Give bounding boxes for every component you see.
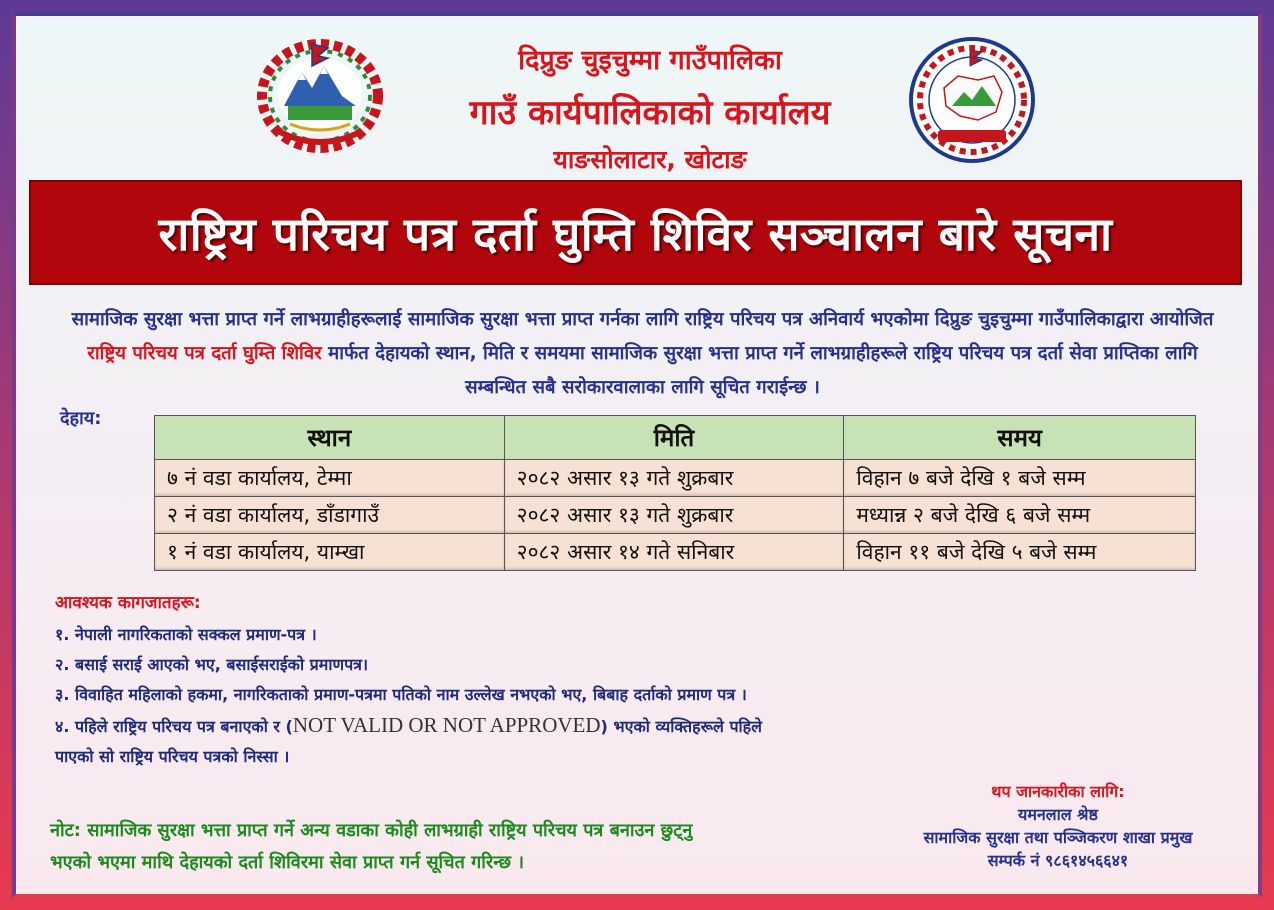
note-line1: नोट: सामाजिक सुरक्षा भत्ता प्राप्त गर्ने अन्य वडाका कोही लाभग्राही राष्ट्रिय परिचय पत्र बनाउन छुट्नु [50,820,693,841]
header-time: समय [844,416,1196,460]
header-date: मिति [504,416,844,460]
cell-time: मध्यान्न २ बजे देखि ६ बजे सम्म [844,497,1196,534]
intro-text-part2: मार्फत देहायको स्थान, मिति र समयमा सामाजिक सुरक्षा भत्ता प्राप्त गर्ने लाभग्राहीहरूले राष्ट्रिय परिचय पत्र दर्ता सेवा प्राप्तिका लागि सम्बन्धित सबै सरोकारवालाका लागि सूचित गराईन्छ । [328,343,1198,398]
table-row [155,534,1196,571]
requirements-title: आवश्यक कागजातहरू: [55,593,201,613]
contact-role: सामाजिक सुरक्षा तथा पञ्जिकरण शाखा प्रमुख [923,828,1193,847]
contact-name: यमनलाल श्रेष्ठ [1018,805,1098,824]
cell-time: विहान ११ बजे देखि ५ बजे सम्म [844,534,1196,571]
list-item: ३. विवाहित महिलाको हकमा, नागरिकताको प्रमाण-पत्रमा पतिको नाम उल्लेख नभएको भए, बिबाह दर्ताको प्रमाण पत्र । [55,685,747,704]
office-location: याङसोलाटार, खोटाङ [553,145,747,174]
list-item: २. बसाई सराई आएको भए, बसाईसराईको प्रमाणपत्र। [55,655,369,674]
intro-paragraph [70,303,1215,405]
contact-title: थप जानकारीका लागि: [991,782,1125,801]
municipality-name: दिप्रुङ चुइचुम्मा गाउँपालिका [518,45,782,76]
municipality-logo-icon [908,36,1036,164]
office-name: गाउँ कार्यपालिकाको कार्यालय [469,93,831,133]
cell-location: २ नं वडा कार्यालय, डाँडागाउँ [155,497,505,534]
note-line2: भएको भएमा माथि देहायको दर्ता शिविरमा सेवा प्राप्त गर्न सूचित गरिन्छ । [50,852,525,873]
table-header-row [155,416,1196,460]
contact-block [878,780,1238,872]
cell-location: ७ नं वडा कार्यालय, टेम्मा [155,460,505,497]
cell-date: २०८२ असार १३ गते शुक्रबार [504,497,844,534]
contact-phone: सम्पर्क नं ९८६१४५६६४१ [987,851,1129,870]
header-location: स्थान [155,416,505,460]
title-banner [29,180,1242,285]
schedule-table [154,415,1196,571]
table-row [155,460,1196,497]
intro-highlight: राष्ट्रिय परिचय पत्र दर्ता घुम्ति शिविर [87,343,322,364]
cell-date: २०८२ असार १४ गते सनिबार [504,534,844,571]
item4-text-a: ४. पहिले राष्ट्रिय परिचय पत्र बनाएको र ( [55,717,293,736]
intro-text-part1: सामाजिक सुरक्षा भत्ता प्राप्त गर्ने लाभग्राहीहरूलाई सामाजिक सुरक्षा भत्ता प्राप्त गर्नका लागि राष्ट्रिय परिचय पत्र अनिवार्य भएकोमा दिप्रुङ चुइचुम्मा गाउँपालिकाद्वारा आयोजित [71,309,1214,330]
nepal-emblem-icon [250,36,390,156]
list-item [55,710,955,742]
cell-time: विहान ७ बजे देखि १ बजे सम्म [844,460,1196,497]
dehay-label: देहाय: [60,408,102,429]
cell-date: २०८२ असार १३ गते शुक्रबार [504,460,844,497]
list-item: पाएको सो राष्ट्रिय परिचय पत्रको निस्सा । [55,747,290,766]
notice-title: राष्ट्रिय परिचय पत्र दर्ता घुम्ति शिविर सञ्चालन बारे सूचना [158,206,1113,261]
note-block [50,815,880,879]
requirements-list [55,620,955,772]
item4-text-c: ) भएको व्यक्तिहरूले पहिले [600,717,763,736]
cell-location: १ नं वडा कार्यालय, याम्खा [155,534,505,571]
item4-not-valid-text: NOT VALID OR NOT APPROVED [292,713,601,737]
table-row [155,497,1196,534]
list-item: १. नेपाली नागरिकताको सक्कल प्रमाण-पत्र । [55,625,317,644]
